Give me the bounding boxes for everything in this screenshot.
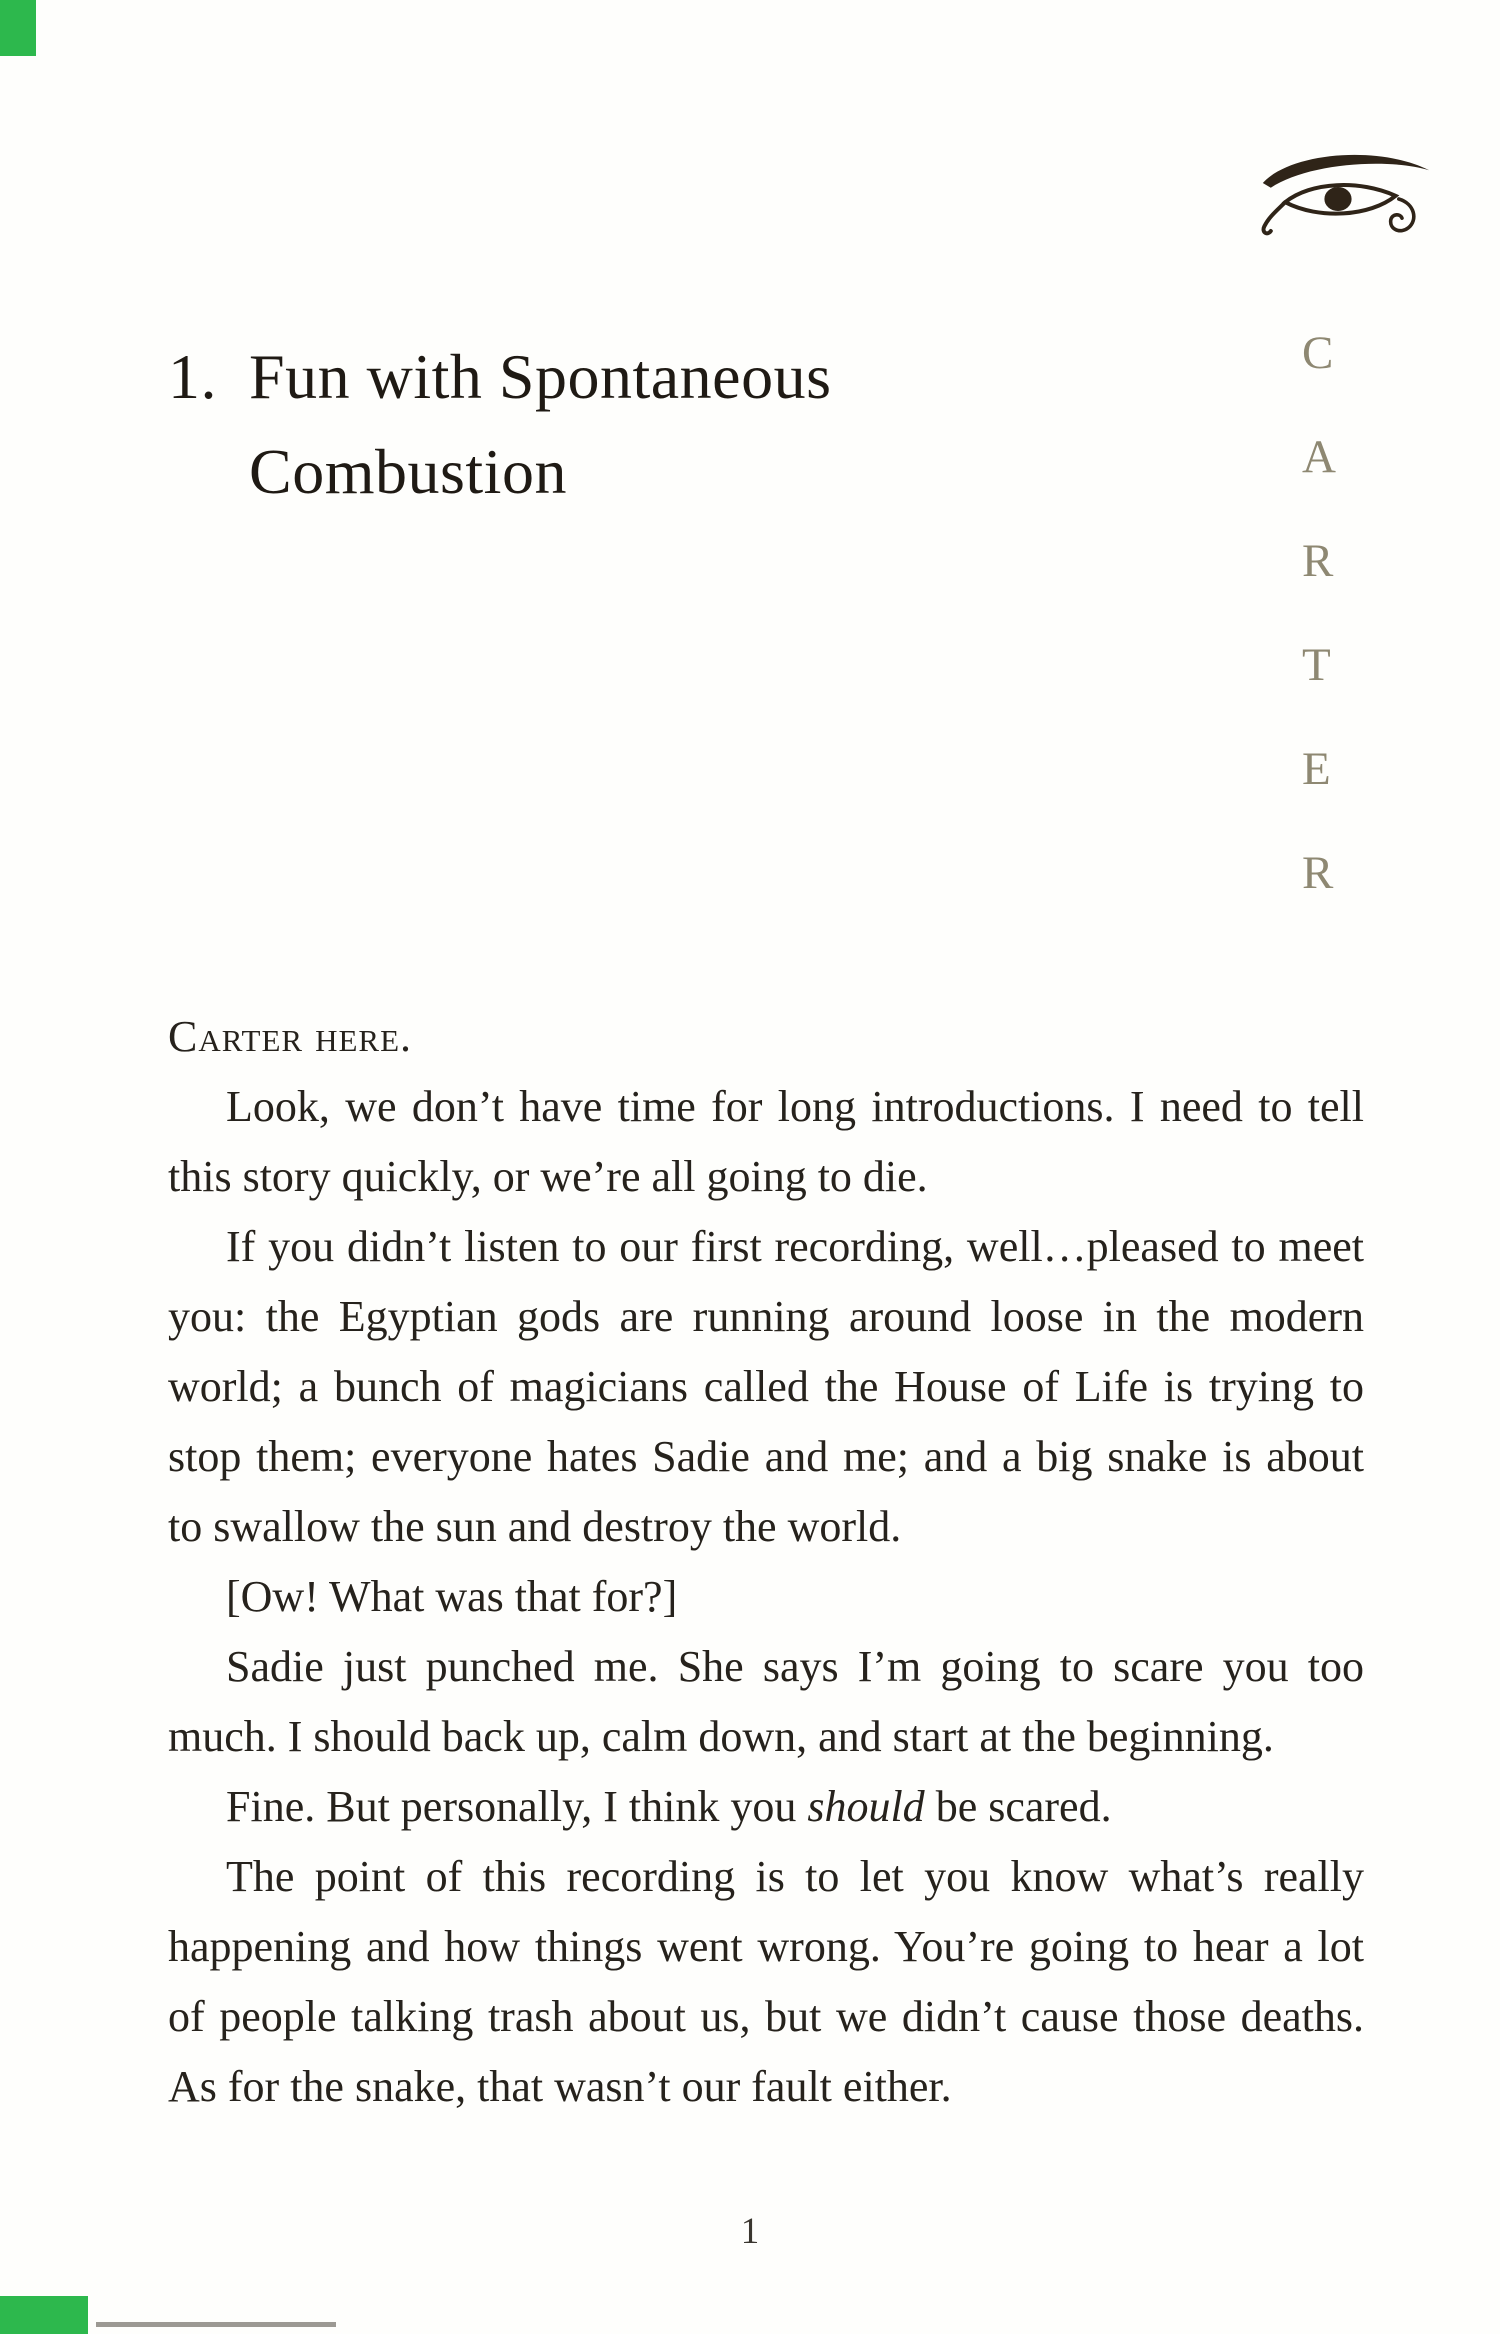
- body-paragraph: [Ow! What was that for?]: [226, 1572, 678, 1621]
- margin-letter: A: [1302, 431, 1337, 483]
- body-text: [168, 1002, 1364, 2122]
- body-paragraph: The point of this recording is to let you know what’s really happening and how things went wrong. You’re going to hear a lot of people talking trash about us, but we didn’t cause those deaths. As for the snake, that wasn’t our fault either.: [168, 1852, 1364, 2111]
- chapter-title: [168, 330, 831, 519]
- margin-letter: R: [1302, 535, 1335, 587]
- scan-artifact-dark-line: [96, 2322, 336, 2327]
- margin-letter: C: [1302, 327, 1335, 379]
- page-number: 1: [740, 2211, 760, 2252]
- chapter-title-line1: Fun with Spontaneous: [249, 341, 832, 412]
- body-paragraph: Sadie just punched me. She says I’m going to scare you too much. I should back up, calm down, and start at the beginning.: [168, 1642, 1364, 1761]
- scan-artifact-green-top: [0, 0, 36, 56]
- margin-letters: [1302, 327, 1337, 954]
- chapter-title-text: [249, 330, 831, 519]
- margin-letter: E: [1302, 743, 1332, 795]
- body-paragraph: Fine. But personally, I think you should be scared.: [226, 1782, 1112, 1831]
- margin-letter: T: [1302, 639, 1332, 691]
- chapter-number: 1.: [168, 341, 217, 412]
- margin-letter: R: [1302, 847, 1335, 899]
- chapter-title-line2: Combustion: [249, 435, 567, 507]
- opening-line: Carter here.: [168, 1012, 413, 1061]
- body-paragraph: Look, we don’t have time for long introductions. I need to tell this story quickly, or we’re all going to die.: [168, 1082, 1364, 1201]
- body-paragraph: If you didn’t listen to our first recording, well…pleased to meet you: the Egyptian gods are running around loose in the modern world; a bunch of magicians called the House of Life is trying to stop them; everyone hates Sadie and me; and a big snake is about to swallow the sun and destroy the world.: [168, 1222, 1364, 1551]
- scan-artifact-green-bottom: [0, 2296, 88, 2334]
- eye-of-horus-icon: [1258, 140, 1434, 250]
